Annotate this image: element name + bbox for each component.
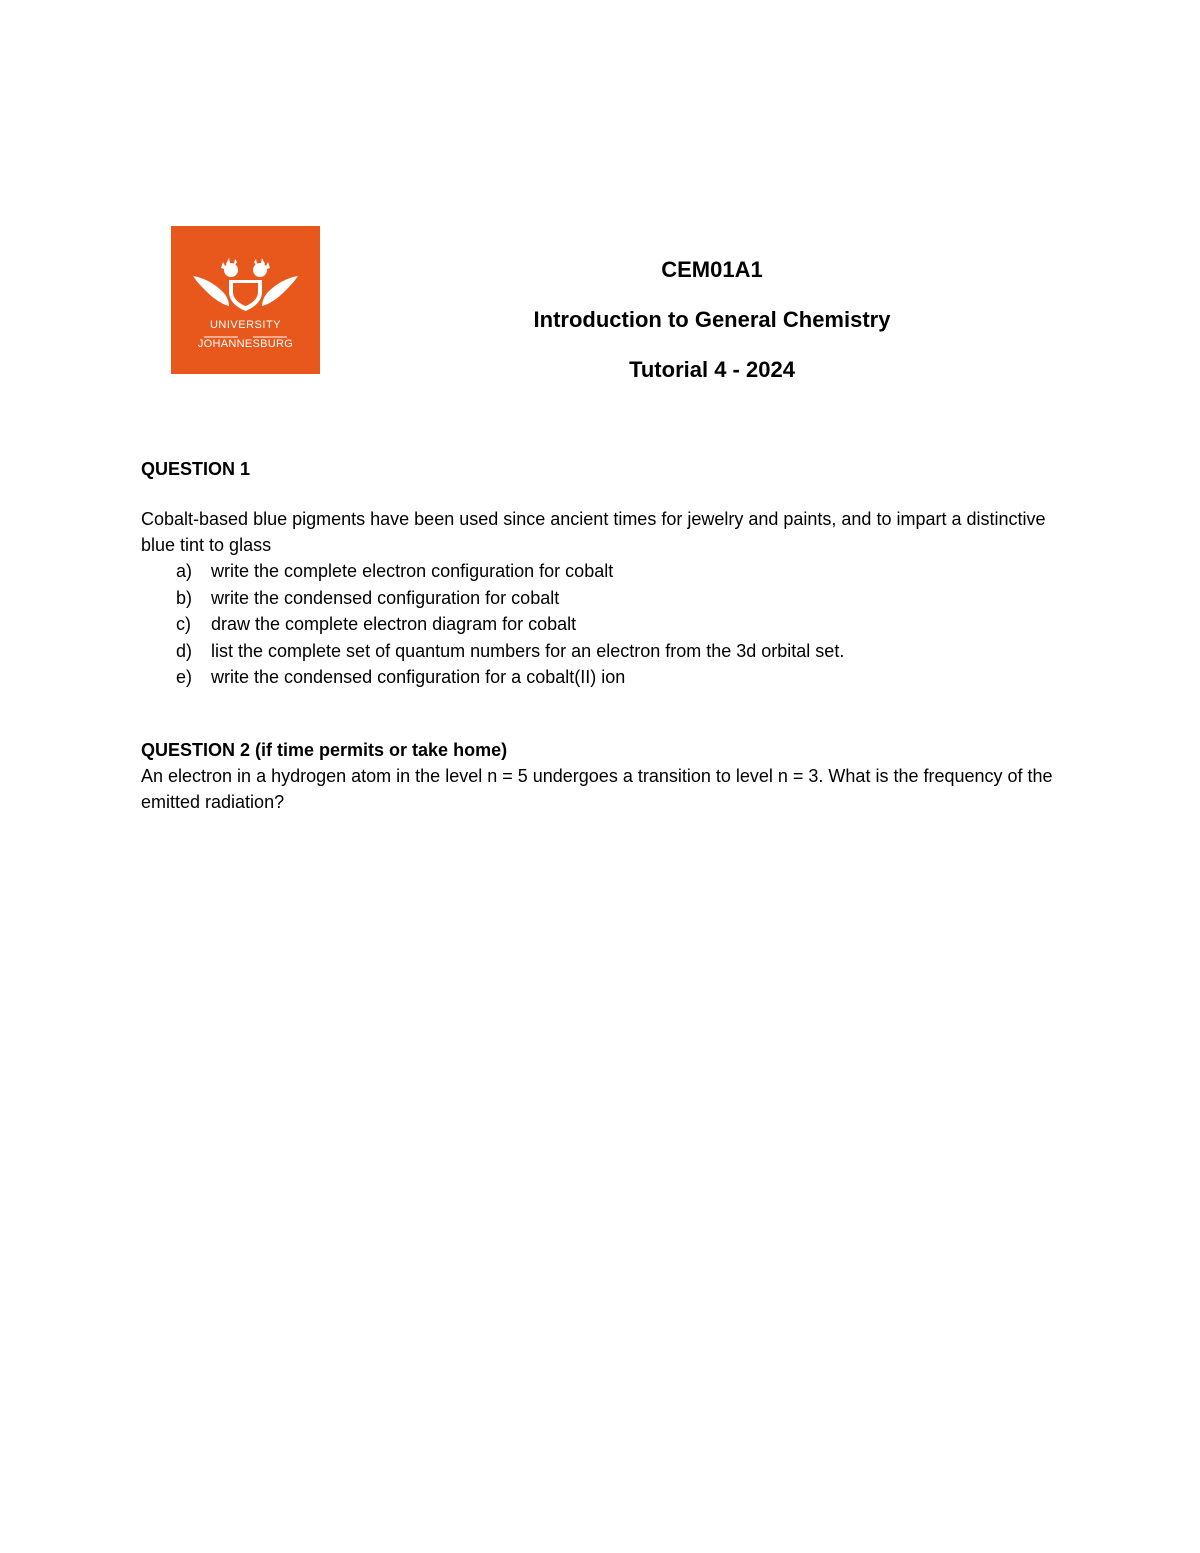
question-1-list — [141, 558, 1061, 691]
logo-text-johannesburg: JOHANNESBURG — [197, 338, 294, 350]
course-name: Introduction to General Chemistry — [533, 307, 891, 332]
question-1-title: QUESTION 1 — [141, 459, 251, 479]
course-code: CEM01A1 — [661, 257, 763, 282]
logo-text-university: UNIVERSITY — [209, 319, 281, 331]
list-item: e) write the condensed configuration for a cobalt(II) ion — [176, 667, 626, 687]
university-crest-icon — [171, 226, 320, 374]
list-item: b) write the condensed configuration for cobalt — [176, 587, 560, 608]
list-item: c) draw the complete electron diagram for cobalt — [176, 614, 577, 634]
question-1-intro: Cobalt-based blue pigments have been used since ancient times for jewelry and paints, and to impart a distinctive blue tint to glass — [141, 509, 1046, 555]
list-item: a) write the complete electron configuration for cobalt — [176, 561, 614, 581]
tutorial-title: Tutorial 4 - 2024 — [629, 357, 795, 382]
university-logo — [171, 226, 320, 374]
list-item: d) list the complete set of quantum numbers for an electron from the 3d orbital set. — [176, 640, 845, 661]
document-body — [141, 456, 1061, 815]
question-2-text: An electron in a hydrogen atom in the level n = 5 undergoes a transition to level n = 3. What is the frequency of the emitted radiation? — [141, 765, 1053, 812]
question-2-title: QUESTION 2 (if time permits or take home) — [141, 739, 508, 760]
document-header — [462, 254, 962, 404]
